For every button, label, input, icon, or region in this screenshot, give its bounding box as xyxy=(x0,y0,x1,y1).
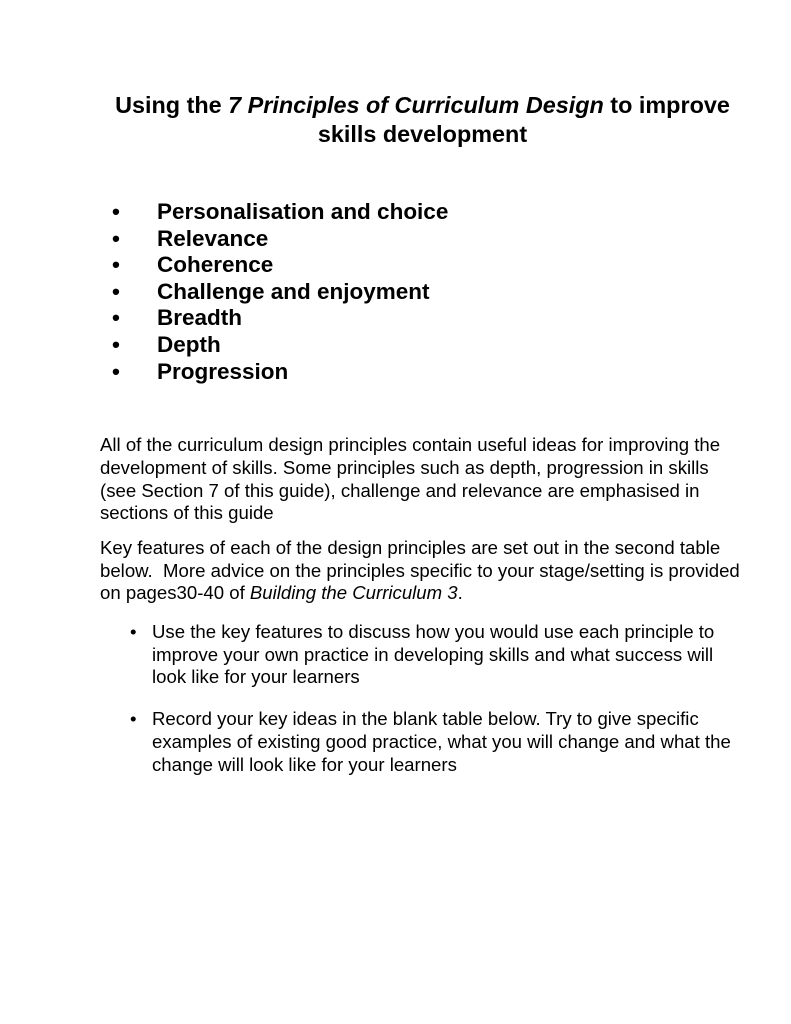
instruction-item xyxy=(100,708,745,776)
principle-item xyxy=(100,332,745,359)
bullet-icon: • xyxy=(130,621,137,643)
principle-label: Depth xyxy=(157,331,221,357)
instruction-item xyxy=(100,621,745,689)
key-features-text-suffix: . xyxy=(457,582,463,604)
principle-label: Progression xyxy=(157,358,289,384)
title-text-suffix: to improve skills development xyxy=(317,92,730,147)
principle-item xyxy=(100,359,745,386)
bullet-icon: • xyxy=(112,225,120,251)
principle-label: Challenge and enjoyment xyxy=(157,278,430,304)
bullet-icon: • xyxy=(112,358,120,384)
key-features-text: Key features of each of the design principles are set out in the second table below. More advice on the principles specific to your stage/setting is provided on pages30-40 of xyxy=(100,536,745,604)
bullet-icon: • xyxy=(112,278,120,304)
principle-item xyxy=(100,199,745,226)
instruction-label: Record your key ideas in the blank table below. Try to give specific examples of existing good practice, what you will change and what the change will look like for your learners xyxy=(152,708,731,775)
bullet-icon: • xyxy=(112,305,120,331)
principle-label: Relevance xyxy=(157,225,269,251)
principle-item xyxy=(100,226,745,253)
principle-item xyxy=(100,305,745,332)
title-text-emphasis: 7 Principles of Curriculum Design xyxy=(228,92,604,118)
principle-item xyxy=(100,252,745,279)
instructions-list xyxy=(100,621,745,776)
key-features-paragraph xyxy=(100,537,745,605)
book-title-emphasis: Building the Curriculum 3 xyxy=(249,582,458,604)
principle-label: Personalisation and choice xyxy=(157,199,449,224)
instruction-label: Use the key features to discuss how you would use each principle to improve your own practice in developing skills and what success will look like for your learners xyxy=(152,621,715,688)
title-text-prefix: Using the xyxy=(115,92,229,118)
bullet-icon: • xyxy=(130,708,137,730)
intro-paragraph: All of the curriculum design principles contain useful ideas for improving the development of skills. Some principles such as depth, progression in skills (see Section 7 of this guide), challenge and relevance are emphasised in sections of this guide xyxy=(100,434,726,524)
bullet-icon: • xyxy=(112,199,120,224)
page-title xyxy=(100,91,745,148)
bullet-icon: • xyxy=(112,252,120,278)
principles-list xyxy=(100,199,745,385)
document-content xyxy=(100,0,745,776)
bullet-icon: • xyxy=(112,331,120,357)
principle-item xyxy=(100,279,745,306)
principle-label: Coherence xyxy=(157,252,274,278)
principle-label: Breadth xyxy=(157,305,243,331)
